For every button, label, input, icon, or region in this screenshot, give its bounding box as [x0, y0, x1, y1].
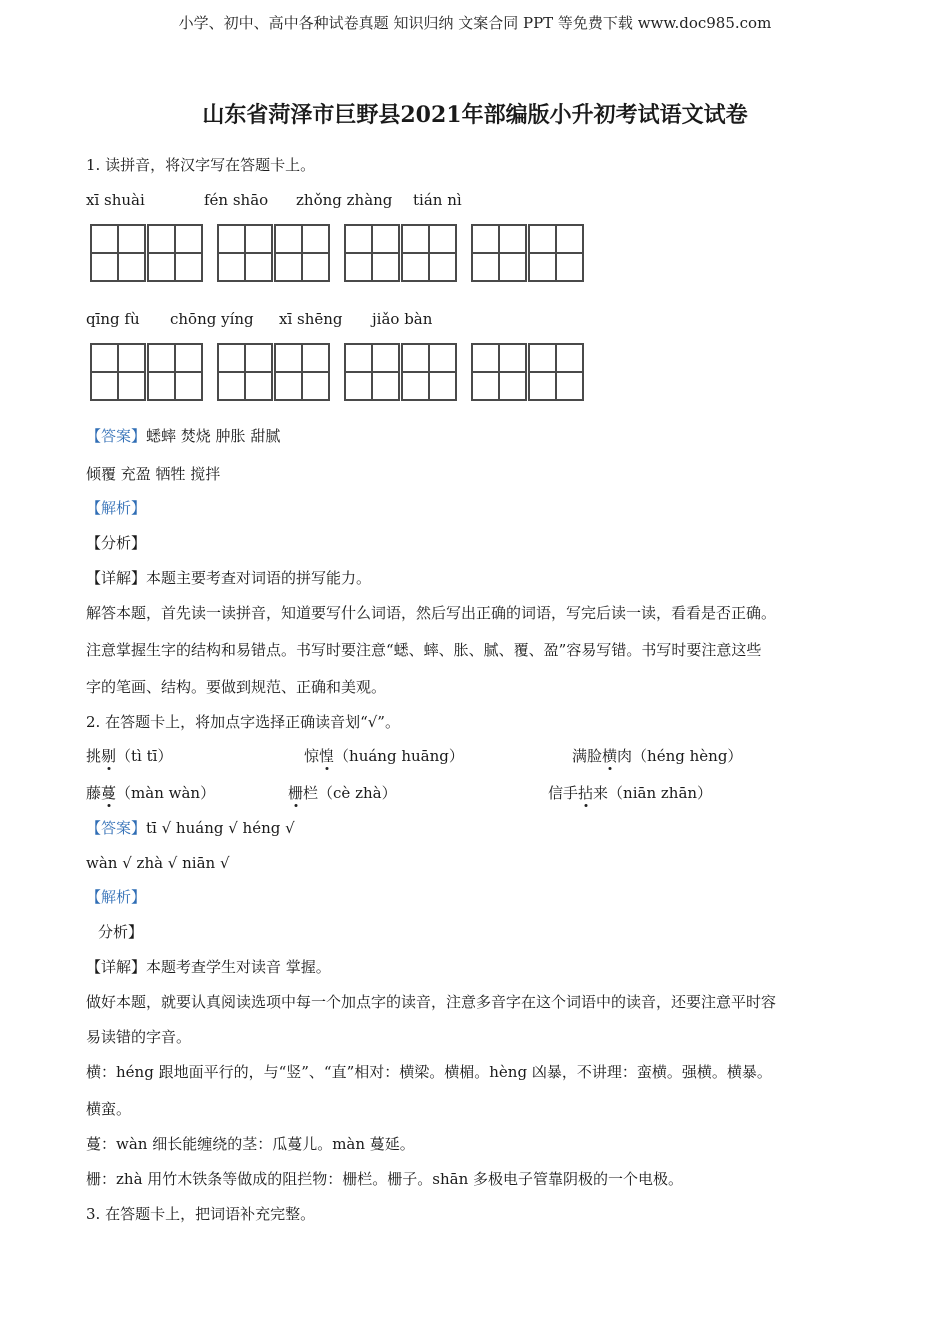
char-box[interactable]: [90, 343, 146, 401]
pinyin: tián nì: [413, 191, 462, 209]
item-prefix: 满脸: [572, 747, 603, 765]
q1-paragraph: 字的笔画、结构。要做到规范、正确和美观。: [86, 678, 387, 696]
detail-tag: 【详解】: [86, 958, 147, 976]
char-box[interactable]: [274, 343, 330, 401]
dotted-char: 剔: [101, 747, 117, 765]
item-prefix: 挑: [86, 747, 102, 765]
pinyin: qīng fù: [86, 310, 140, 328]
word-box[interactable]: [344, 343, 458, 401]
q2-answer: [86, 818, 295, 838]
pinyin: zhǒng zhàng: [296, 191, 393, 209]
pinyin: jiǎo bàn: [372, 310, 433, 328]
q2-paragraph: 做好本题，就要认真阅读选项中每一个加点字的读音，注意多音字在这个词语中的读音，还要注意平时容: [86, 993, 777, 1011]
q2-paragraph: 蔓：wàn 细长能缠绕的茎：瓜蔓儿。màn 蔓延。: [86, 1135, 415, 1153]
char-box[interactable]: [147, 343, 203, 401]
char-box[interactable]: [90, 224, 146, 282]
q2-fenxi: 分析】: [98, 923, 144, 941]
q2-item: [572, 745, 742, 766]
char-box[interactable]: [401, 343, 457, 401]
item-suffix: 栏: [303, 784, 319, 802]
q1-answer-grid-row2: [90, 343, 598, 401]
q1-fenxi: 【分析】: [86, 534, 147, 552]
q2-paragraph: 栅：zhà 用竹木铁条等做成的阻拦物：栅栏。栅子。shān 多极电子管靠阴极的一个电极。: [86, 1170, 684, 1188]
char-box[interactable]: [528, 343, 584, 401]
char-box[interactable]: [217, 224, 273, 282]
q2-item: [86, 782, 215, 803]
answer-tag: 【答案】: [86, 427, 147, 445]
q1-paragraph: 解答本题，首先读一读拼音，知道要写什么词语，然后写出正确的词语，写完后读一读，看看是否正确。: [86, 604, 777, 622]
reading-options[interactable]: （màn wàn）: [116, 784, 216, 802]
q2-item: [288, 782, 397, 803]
char-box[interactable]: [471, 224, 527, 282]
item-prefix: 藤: [86, 784, 102, 802]
q2-item: [304, 745, 464, 766]
dotted-char: 蔓: [101, 784, 117, 802]
item-suffix: 肉: [617, 747, 633, 765]
q3-stem: 3. 在答题卡上，把词语补充完整。: [86, 1205, 316, 1223]
item-suffix: 来: [593, 784, 609, 802]
dotted-char: 惶: [319, 747, 335, 765]
dotted-char: 拈: [578, 784, 594, 802]
q1-answer: [86, 426, 280, 446]
word-box[interactable]: [344, 224, 458, 282]
char-box[interactable]: [401, 224, 457, 282]
dotted-char: 横: [602, 747, 618, 765]
reading-options[interactable]: （niān zhān）: [608, 784, 713, 802]
word-box[interactable]: [217, 224, 331, 282]
q2-paragraph: 横：héng 跟地面平行的，与“竖”、“直”相对：横梁。横楣。hèng 凶暴，不讲理：蛮横。强横。横暴。: [86, 1063, 772, 1081]
q2-item: [548, 782, 712, 803]
answer-text: tī √ huáng √ héng √: [146, 819, 295, 837]
q1-answer-grid-row1: [90, 224, 598, 282]
q1-detail: [86, 568, 371, 588]
char-box[interactable]: [217, 343, 273, 401]
word-box[interactable]: [471, 224, 585, 282]
char-box[interactable]: [274, 224, 330, 282]
q2-answer-line2: wàn √ zhà √ niān √: [86, 854, 230, 872]
q2-item: [86, 745, 172, 766]
word-box[interactable]: [217, 343, 331, 401]
page-title: 山东省菏泽市巨野县2021年部编版小升初考试语文试卷: [202, 102, 748, 128]
word-box[interactable]: [471, 343, 585, 401]
detail-text: 本题考查学生对读音 掌握。: [146, 958, 331, 976]
char-box[interactable]: [528, 224, 584, 282]
reading-options[interactable]: （tì tī）: [116, 747, 173, 765]
pinyin: xī shēng: [279, 310, 343, 328]
q2-stem: 2. 在答题卡上，将加点字选择正确读音划“√”。: [86, 713, 400, 731]
q2-paragraph: 易读错的字音。: [86, 1028, 192, 1046]
word-box[interactable]: [90, 224, 204, 282]
detail-tag: 【详解】: [86, 569, 147, 587]
detail-text: 本题主要考查对词语的拼写能力。: [146, 569, 372, 587]
item-prefix: 信手: [548, 784, 579, 802]
item-prefix: 惊: [304, 747, 320, 765]
reading-options[interactable]: （huáng huāng）: [334, 747, 464, 765]
reading-options[interactable]: （cè zhà）: [318, 784, 397, 802]
char-box[interactable]: [344, 224, 400, 282]
word-box[interactable]: [90, 343, 204, 401]
q1-stem: 1. 读拼音，将汉字写在答题卡上。: [86, 156, 316, 174]
page-header: 小学、初中、高中各种试卷真题 知识归纳 文案合同 PPT 等免费下载 www.doc985.com: [178, 14, 772, 32]
q2-paragraph: 横蛮。: [86, 1100, 132, 1118]
q1-analysis-tag: 【解析】: [86, 499, 147, 517]
q2-analysis-tag: 【解析】: [86, 888, 147, 906]
dotted-char: 栅: [288, 784, 304, 802]
q1-paragraph: 注意掌握生字的结构和易错点。书写时要注意“蟋、蟀、胀、腻、覆、盈”容易写错。书写时要注意这些: [86, 641, 762, 659]
answer-text: 蟋蟀 焚烧 肿胀 甜腻: [146, 427, 281, 445]
q2-detail: [86, 957, 331, 977]
char-box[interactable]: [147, 224, 203, 282]
pinyin: fén shāo: [204, 191, 269, 209]
reading-options[interactable]: （héng hèng）: [632, 747, 743, 765]
char-box[interactable]: [344, 343, 400, 401]
char-box[interactable]: [471, 343, 527, 401]
answer-tag: 【答案】: [86, 819, 147, 837]
pinyin: chōng yíng: [170, 310, 254, 328]
pinyin: xī shuài: [86, 191, 145, 209]
q1-answer-line2: 倾覆 充盈 牺牲 搅拌: [86, 465, 221, 483]
